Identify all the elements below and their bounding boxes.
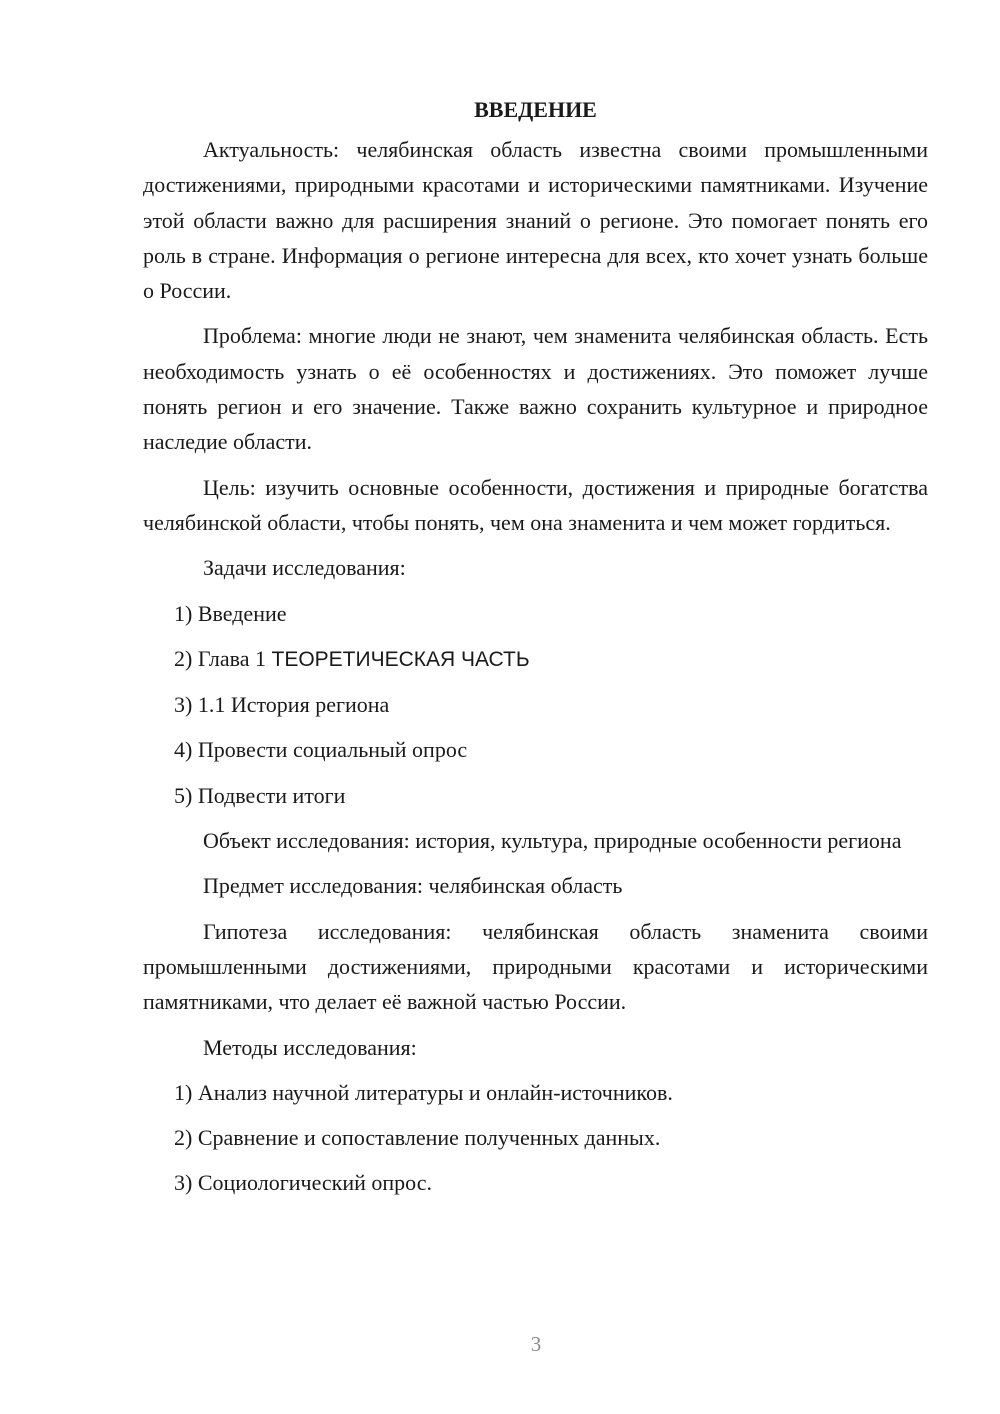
document-page — [143, 90, 928, 1211]
method-number: 1) — [174, 1079, 193, 1105]
task-item-1 — [143, 596, 928, 631]
task-number: 2) — [174, 645, 193, 671]
task-item-3 — [143, 687, 928, 722]
method-text: Сравнение и сопоставление полученных данных. — [197, 1125, 661, 1151]
task-text: Провести социальный опрос — [197, 737, 468, 763]
problem-paragraph: Проблема: многие люди не знают, чем знаменита челябинская область. Есть необходимость узнать о её особенностях и достижениях. Это поможет лучше понять регион и его значение. Также важно сохранить культурное и природное наследие области. — [143, 323, 928, 455]
hypothesis-paragraph: Гипотеза исследования: челябинская область знаменита своими промышленными достижениями, природными красотами и историческими памятниками, что делает её важной частью России. — [143, 918, 928, 1015]
task-item-5 — [143, 778, 928, 813]
method-text: Анализ научной литературы и онлайн-источников. — [197, 1079, 673, 1105]
page-number: 3 — [530, 1332, 542, 1356]
subject-paragraph: Предмет исследования: челябинская область — [203, 873, 623, 899]
method-number: 3) — [174, 1170, 193, 1196]
method-item-3 — [143, 1165, 928, 1200]
method-item-2 — [143, 1120, 928, 1155]
task-text: Подвести итоги — [197, 782, 346, 808]
object-paragraph: Объект исследования: история, культура, природные особенности региона — [203, 828, 902, 854]
tasks-title: Задачи исследования: — [203, 555, 406, 581]
task-text-chapter-title: ТЕОРЕТИЧЕСКАЯ ЧАСТЬ — [271, 647, 530, 671]
relevance-paragraph: Актуальность: челябинская область известна своими промышленными достижениями, природными красотами и историческими памятниками. Изучение этой области важно для расширения знаний о регионе. Это помогает понять его роль в стране. Информация о регионе интересна для всех, кто хочет узнать больше о России. — [143, 137, 928, 304]
method-text: Социологический опрос. — [197, 1170, 432, 1196]
section-heading: ВВЕДЕНИЕ — [474, 97, 597, 122]
goal-paragraph: Цель: изучить основные особенности, достижения и природные богатства челябинской области, чтобы понять, чем она знаменита и чем может гордиться. — [143, 474, 928, 535]
methods-title: Методы исследования: — [203, 1034, 417, 1060]
task-text: 1.1 История региона — [197, 692, 390, 718]
task-number: 3) — [174, 692, 193, 718]
method-item-1 — [143, 1075, 928, 1110]
task-text: Глава 1 — [197, 645, 266, 671]
task-number: 5) — [174, 782, 193, 808]
method-number: 2) — [174, 1125, 193, 1151]
task-item-2 — [143, 641, 928, 677]
task-number: 4) — [174, 737, 193, 763]
task-item-4 — [143, 732, 928, 767]
task-number: 1) — [174, 600, 193, 626]
task-text: Введение — [197, 600, 287, 626]
